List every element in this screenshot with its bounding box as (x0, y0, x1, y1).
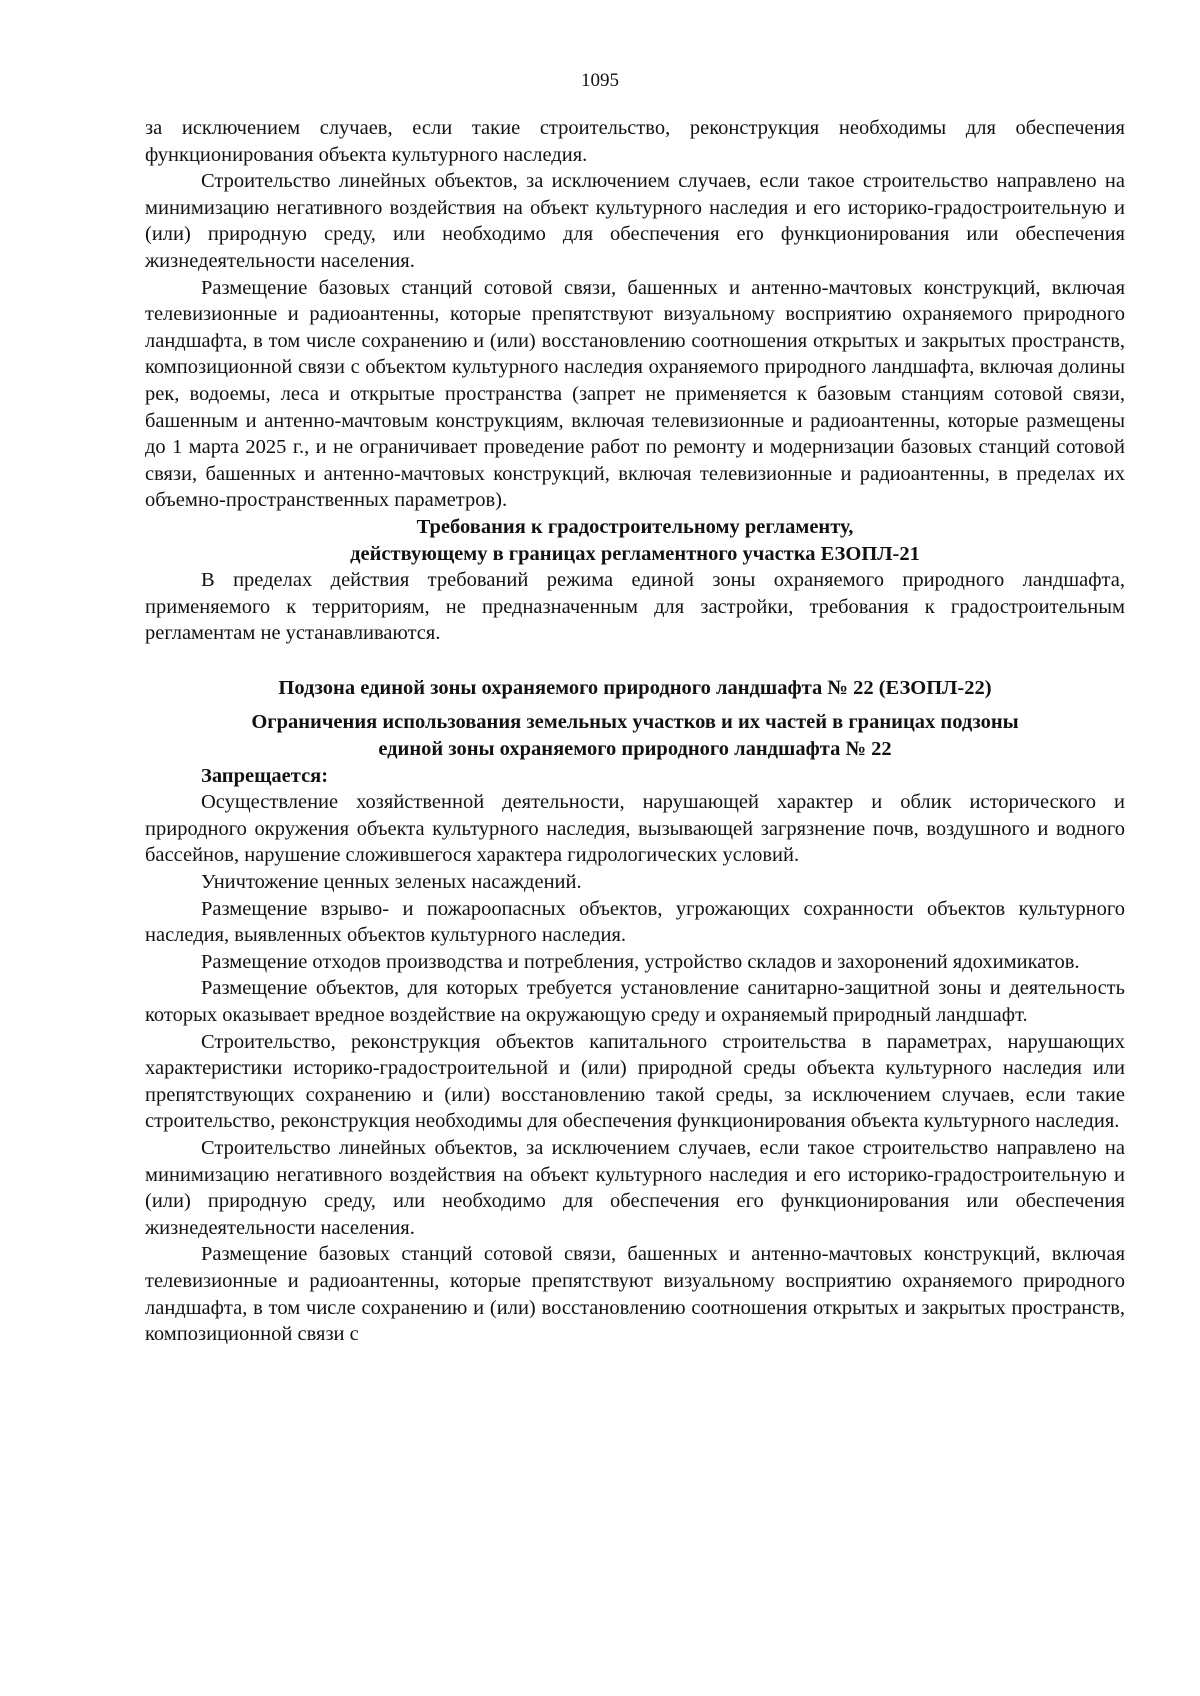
prohibited-item: Строительство линейных объектов, за исключением случаев, если такое строительство направлено на минимизацию негативного воздействия на объект культурного наследия и его историко-градостроительную и (или) природную среду, или необходимо для обеспечения его функционирования или обеспечения жизнедеятельности населения. (145, 1136, 1125, 1239)
paragraph: Строительство линейных объектов, за исключением случаев, если такое строительство направлено на минимизацию негативного воздействия на объект культурного наследия и его историко-градостроительную и (или) природную среду, или необходимо для обеспечения его функционирования или обеспечения жизнедеятельности населения. (145, 170, 1125, 272)
document-body (145, 115, 1125, 1348)
prohibited-item: Размещение объектов, для которых требуется установление санитарно-защитной зоны и деятельность которых оказывает вредное воздействие на окружающую среду и охраняемый природный ландшафт. (145, 977, 1125, 1026)
prohibited-item: Размещение взрыво- и пожароопасных объектов, угрожающих сохранности объектов культурного наследия, выявленных объектов культурного наследия. (145, 897, 1125, 947)
section-heading-requirements-line-2: действующему в границах регламентного участка ЕЗОПЛ-21 (350, 542, 920, 565)
prohibited-item: Уничтожение ценных зеленых насаждений. (201, 871, 582, 894)
restrictions-heading-line-2: единой зоны охраняемого природного ландшафта № 22 (378, 738, 892, 761)
prohibited-item: Размещение отходов производства и потребления, устройство складов и захоронений ядохимикатов. (201, 950, 1080, 973)
page-number: 1095 (581, 70, 619, 91)
prohibited-item: Размещение базовых станций сотовой связи, башенных и антенно-мачтовых конструкций, включая телевизионные и радиоантенны, которые препятствуют визуальному восприятию охраняемого природного ландшафта, в том числе сохранению и (или) восстановлению соотношения открытых и закрытых пространств, композиционной связи с (145, 1243, 1125, 1346)
subzone-heading: Подзона единой зоны охраняемого природного ландшафта № 22 (ЕЗОПЛ-22) (278, 676, 992, 699)
paragraph: В пределах действия требований режима единой зоны охраняемого природного ландшафта, применяемого к территориям, не предназначенным для застройки, требования к градостроительным регламентам не устанавливаются. (145, 569, 1125, 645)
restrictions-heading-line-1: Ограничения использования земельных участков и их частей в границах подзоны (251, 711, 1019, 734)
section-heading-requirements-line-1: Требования к градостроительному регламенту, (416, 515, 854, 538)
prohibited-item: Осуществление хозяйственной деятельности, нарушающей характер и облик исторического и природного окружения объекта культурного наследия, вызывающей загрязнение почв, воздушного и водного бассейнов, нарушение сложившегося характера гидрологических условий. (145, 791, 1125, 867)
prohibited-label: Запрещается: (201, 764, 329, 787)
paragraph: за исключением случаев, если такие строительство, реконструкция необходимы для обеспечения функционирования объекта культурного наследия. (145, 117, 1125, 166)
paragraph: Размещение базовых станций сотовой связи, башенных и антенно-мачтовых конструкций, включая телевизионные и радиоантенны, которые препятствуют визуальному восприятию охраняемого природного ландшафта, в том числе сохранению и (или) восстановлению соотношения открытых и закрытых пространств, композиционной связи с объектом культурного наследия охраняемого природного ландшафта, включая долины рек, водоемы, леса и открытые пространства (запрет не применяется к базовым станциям сотовой связи, башенным и антенно-мачтовым конструкциям, включая телевизионные и радиоантенны, которые размещены до 1 марта 2025 г., и не ограничивает проведение работ по ремонту и модернизации базовых станций сотовой связи, башенных и антенно-мачтовых конструкций, включая телевизионные и радиоантенны, в пределах их объемно-пространственных параметров). (145, 276, 1125, 512)
prohibited-item: Строительство, реконструкция объектов капитального строительства в параметрах, нарушающих характеристики историко-градостроительной и (или) природной среды объекта культурного наследия или препятствующих сохранению и (или) восстановлению такой среды, за исключением случаев, если такие строительство, реконструкция необходимы для обеспечения функционирования объекта культурного наследия. (145, 1030, 1125, 1133)
